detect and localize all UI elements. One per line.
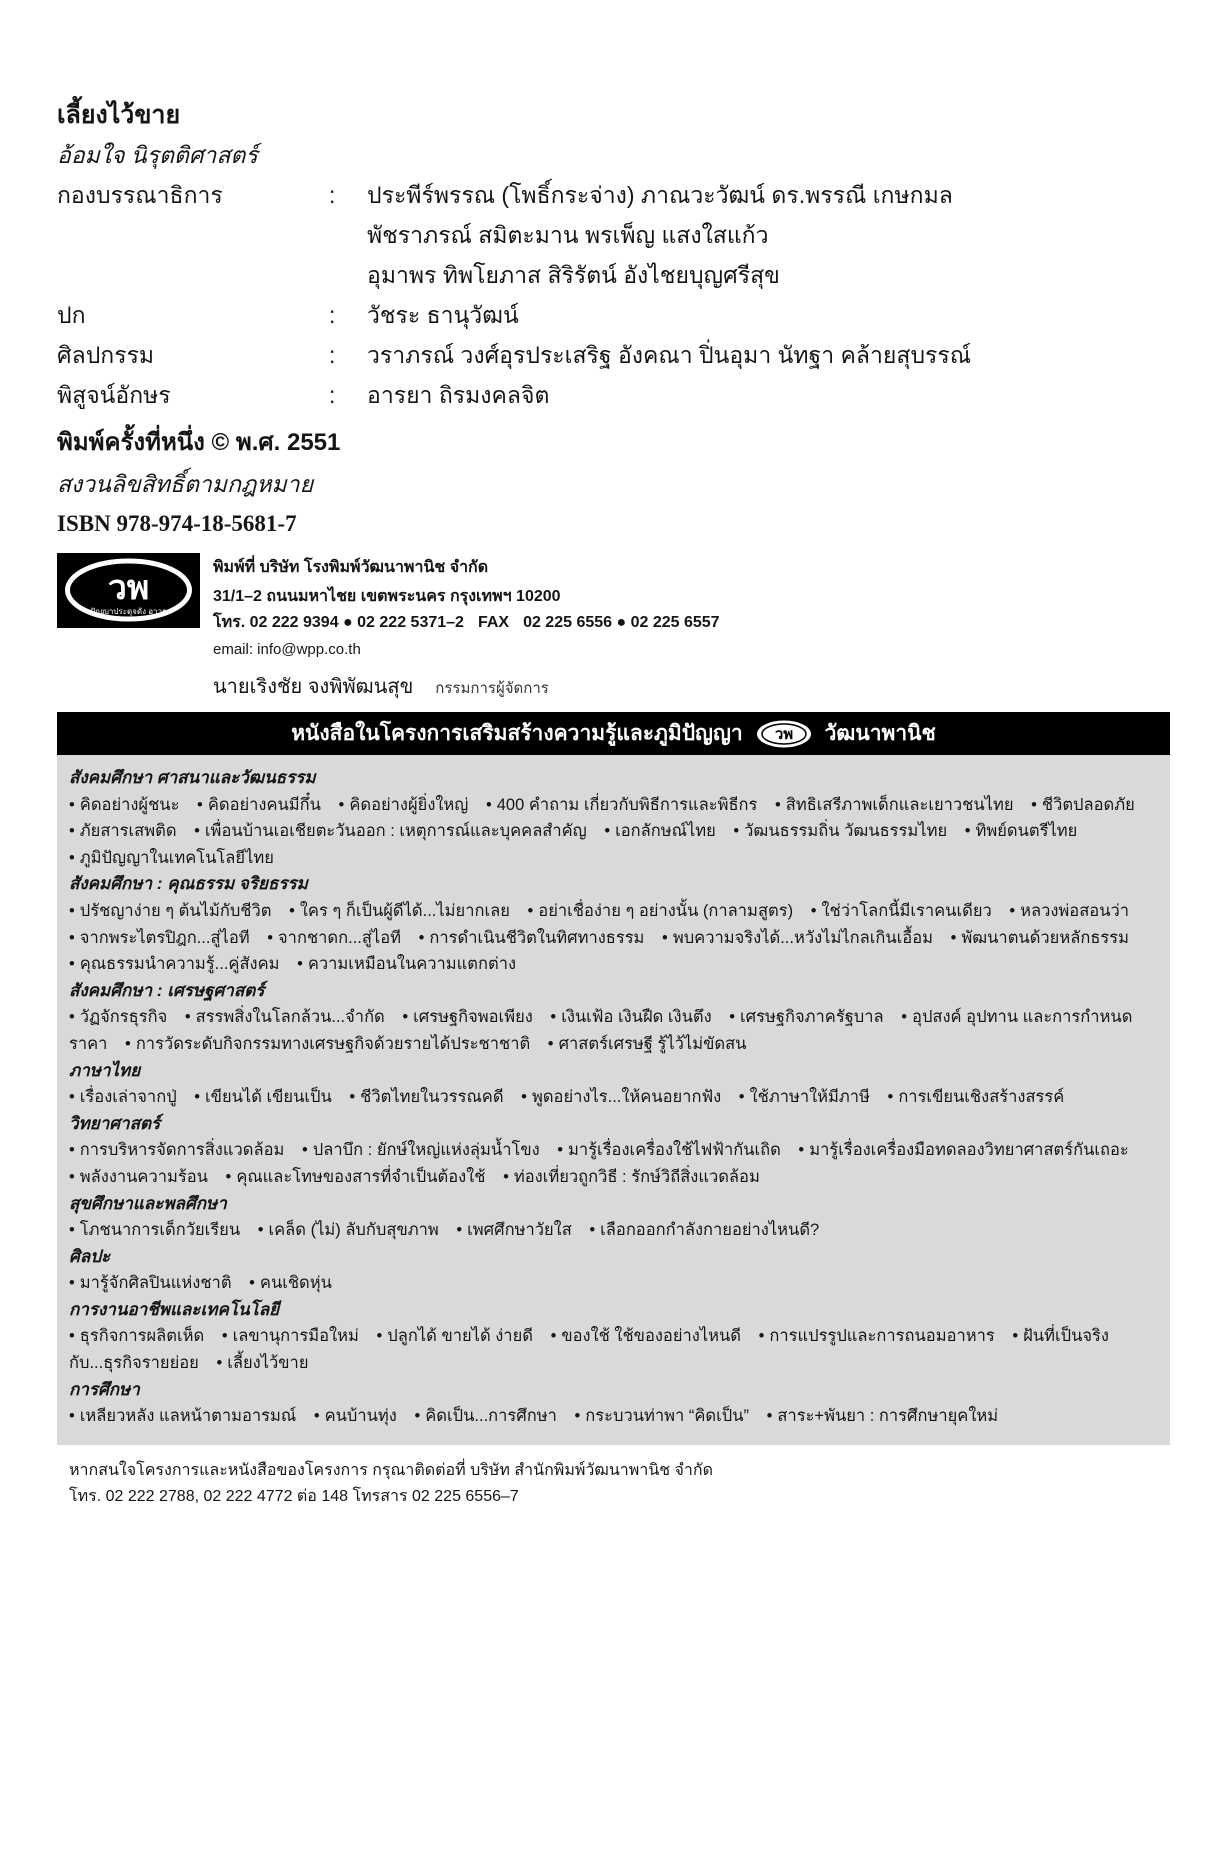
series-book-title: • กระบวนท่าพา “คิดเป็น”: [574, 1407, 749, 1425]
category-heading: การศึกษา: [69, 1379, 140, 1399]
category-items: [69, 1217, 1158, 1244]
series-book-title: • พลังงานความร้อน: [69, 1168, 208, 1186]
series-book-title: • ใช้ภาษาให้มีภาษี: [739, 1088, 870, 1106]
series-book-title: • วัฏจักรธุรกิจ: [69, 1008, 167, 1026]
series-book-title: • เรื่องเล่าจากปู่: [69, 1088, 177, 1106]
printer-contact: [213, 611, 720, 635]
series-book-title: • เศรษฐกิจภาครัฐบาล: [729, 1008, 883, 1026]
series-book-title: • มารู้เรื่องเครื่องใช้ไฟฟ้ากันเถิด: [557, 1141, 781, 1159]
category-items: [69, 1004, 1158, 1057]
logo-motto: ปัญญาประดุจดัง อาวุธ: [90, 607, 167, 616]
credit-names: ประพีร์พรรณ (โพธิ์กระจ่าง) ภาณวะวัฒน์ ดร.พรรณี เกษกมล: [367, 182, 953, 208]
series-list: [57, 755, 1170, 1445]
category-heading: สังคมศึกษา : เศรษฐศาสตร์: [69, 980, 265, 1000]
series-book-title: • คนเชิดหุ่น: [249, 1274, 332, 1292]
series-book-title: • วัฒนธรรมถิ่น วัฒนธรรมไทย: [733, 822, 947, 840]
series-book-title: • เขียนได้ เขียนเป็น: [194, 1088, 332, 1106]
category-items: [69, 1323, 1158, 1376]
category-items: [69, 792, 1158, 872]
series-book-title: • ท่องเที่ยวถูกวิธี : รักษ์วิถีสิ่งแวดล้อม: [503, 1168, 760, 1186]
credit-role: ปก: [57, 302, 86, 328]
category-heading: สังคมศึกษา ศาสนาและวัฒนธรรม: [69, 768, 316, 787]
series-book-title: • 400 คำถาม เกี่ยวกับพิธีการและพิธีกร: [486, 796, 757, 814]
credit-separator: :: [329, 342, 336, 368]
series-book-title: • การบริหารจัดการสิ่งแวดล้อม: [69, 1141, 284, 1159]
series-book-title: • ปลาบึก : ยักษ์ใหญ่แห่งลุ่มน้ำโขง: [302, 1141, 540, 1159]
series-book-title: • โภชนาการเด็กวัยเรียน: [69, 1221, 240, 1239]
book-title: เลี้ยงไว้ขาย: [57, 101, 181, 129]
series-book-title: • คิดอย่างผู้ชนะ: [69, 796, 179, 814]
series-book-title: • ใคร ๆ ก็เป็นผู้ดีได้...ไม่ยากเลย: [289, 902, 510, 920]
credit-separator: :: [329, 182, 336, 208]
series-book-title: • ทิพย์ดนตรีไทย: [965, 822, 1078, 840]
series-book-title: • สาระ+พันยา : การศึกษายุคใหม่: [767, 1407, 999, 1425]
printer-logo: [57, 553, 200, 628]
series-book-title: • คุณและโทษของสารที่จำเป็นต้องใช้: [226, 1168, 486, 1186]
category-items: [69, 1137, 1158, 1190]
series-book-title: • เอกลักษณ์ไทย: [604, 822, 715, 840]
series-book-title: • เลขานุการมือใหม่: [222, 1327, 359, 1345]
series-book-title: • เหลียวหลัง แลหน้าตามอารมณ์: [69, 1407, 296, 1425]
series-book-title: • เศรษฐกิจพอเพียง: [402, 1008, 532, 1026]
logo-letters: วพ: [107, 569, 150, 607]
series-book-title: • การวัดระดับกิจกรรมทางเศรษฐกิจด้วยรายได้ประชาชาติ: [125, 1035, 530, 1053]
category-items: [69, 1270, 1158, 1297]
credit-names: วัชระ ธานุวัฒน์: [367, 302, 519, 328]
footer-line: โทร. 02 222 2788, 02 222 4772 ต่อ 148 โทรสาร 02 225 6556–7: [69, 1488, 519, 1505]
series-book-title: • ภูมิปัญญาในเทคโนโลยีไทย: [69, 849, 274, 867]
series-book-title: • ใช่ว่าโลกนี้มีเราคนเดียว: [811, 902, 992, 920]
credit-names: พัชราภรณ์ สมิตะมาน พรเพ็ญ แสงใสแก้ว: [367, 222, 769, 248]
manager-title: กรรมการผู้จัดการ: [435, 680, 549, 697]
printer-email: email: info@wpp.co.th: [213, 641, 361, 658]
series-book-title: • หลวงพ่อสอนว่า: [1009, 902, 1129, 920]
manager-name: นายเริงชัย จงพิพัฒนสุข: [213, 676, 414, 698]
series-book-title: • ความเหมือนในความแตกต่าง: [297, 955, 516, 973]
credit-row: [57, 255, 1170, 295]
credit-role: พิสูจน์อักษร: [57, 382, 171, 408]
series-book-title: • คิดอย่างคนมีกึ๋น: [197, 796, 321, 814]
series-book-title: • อุปสงค์ อุปทาน และการกำหนดราคา: [69, 1008, 1132, 1053]
credit-names: อารยา ถิรมงคลจิต: [367, 382, 550, 408]
series-publisher: วัฒนาพานิช: [824, 722, 936, 745]
series-book-title: • ธุรกิจการผลิตเห็ด: [69, 1327, 204, 1345]
series-book-title: • สรรพสิ่งในโลกล้วน...จำกัด: [185, 1008, 385, 1026]
series-book-title: • การเขียนเชิงสร้างสรรค์: [888, 1088, 1065, 1106]
credit-role: ศิลปกรรม: [57, 342, 155, 368]
series-heading-text: หนังสือในโครงการเสริมสร้างความรู้และภูมิปัญญา: [291, 722, 743, 745]
series-book-title: • จากพระไตรปิฎก...สู่ไอที: [69, 929, 250, 947]
credit-row: [57, 175, 1170, 215]
series-book-title: • มารู้จักศิลปินแห่งชาติ: [69, 1274, 232, 1292]
series-book-title: • จากชาดก...สู่ไอที: [267, 929, 401, 947]
isbn: ISBN 978-974-18-5681-7: [57, 511, 297, 536]
credit-names: วราภรณ์ วงศ์อุรประเสริฐ อังคณา ปิ่นอุมา นัทฐา คล้ายสุบรรณ์: [367, 342, 972, 368]
fax-label: FAX: [477, 614, 510, 631]
series-book-title: • อย่าเชื่อง่าย ๆ อย่างนั้น (กาลามสูตร): [528, 902, 794, 920]
author-name: อ้อมใจ นิรุตติศาสตร์: [57, 142, 258, 168]
credit-role: กองบรรณาธิการ: [57, 182, 223, 208]
manager-line: [213, 673, 549, 703]
credit-separator: :: [329, 302, 336, 328]
credit-names: อุมาพร ทิพโยภาส สิริรัตน์ อังไชยบุญศรีสุข: [367, 262, 780, 288]
contact-footer: [57, 1458, 1170, 1510]
series-logo: [755, 719, 813, 749]
series-book-title: • ชีวิตปลอดภัย: [1031, 796, 1135, 814]
category-heading: การงานอาชีพและเทคโนโลยี: [69, 1299, 280, 1319]
series-book-title: • เงินเฟ้อ เงินฝืด เงินตึง: [550, 1008, 711, 1026]
category-items: [69, 898, 1158, 978]
series-book-title: • เลือกออกกำลังกายอย่างไหนดี?: [589, 1221, 819, 1239]
series-book-title: • การดำเนินชีวิตในทิศทางธรรม: [419, 929, 645, 947]
series-book-title: • คิดอย่างผู้ยิ่งใหญ่: [339, 796, 469, 814]
series-heading: [57, 712, 1170, 755]
series-book-title: • ชีวิตไทยในวรรณคดี: [349, 1088, 503, 1106]
footer-line: หากสนใจโครงการและหนังสือของโครงการ กรุณาติดต่อที่ บริษัท สำนักพิมพ์วัฒนาพานิช จำกัด: [69, 1462, 713, 1479]
series-book-title: • คุณธรรมนำความรู้...คู่สังคม: [69, 955, 279, 973]
series-book-title: • เพศศึกษาวัยใส: [456, 1221, 571, 1239]
book-series: [57, 712, 1170, 1510]
printer-name: พิมพ์ที่ บริษัท โรงพิมพ์วัฒนาพานิช จำกัด: [213, 559, 489, 576]
series-book-title: • ภัยสารเสพติด: [69, 822, 177, 840]
series-book-title: • พบความจริงได้...หวังไม่ไกลเกินเอื้อม: [662, 929, 933, 947]
series-book-title: • เพื่อนบ้านเอเชียตะวันออก : เหตุการณ์และบุคคลสำคัญ: [194, 822, 587, 840]
series-logo-letters: วพ: [774, 725, 793, 743]
edition-line: พิมพ์ครั้งที่หนึ่ง © พ.ศ. 2551: [57, 429, 341, 456]
series-book-title: • ปรัชญาง่าย ๆ ต้นไม้กับชีวิต: [69, 902, 271, 920]
category-heading: ศิลปะ: [69, 1246, 111, 1266]
series-book-title: • คนบ้านทุ่ง: [314, 1407, 397, 1425]
category-items: [69, 1403, 1158, 1430]
credit-separator: :: [329, 382, 336, 408]
series-book-title: • ฝันที่เป็นจริงกับ...ธุรกิจรายย่อย: [69, 1327, 1109, 1372]
printer-address: 31/1–2 ถนนมหาไชย เขตพระนคร กรุงเทพฯ 10200: [213, 588, 561, 605]
series-book-title: • สิทธิเสรีภาพเด็กและเยาวชนไทย: [775, 796, 1014, 814]
series-book-title: • ศาสตร์เศรษฐี รู้ไว้ไม่ขัดสน: [548, 1035, 747, 1053]
category-heading: สังคมศึกษา : คุณธรรม จริยธรรม: [69, 874, 308, 894]
printer-info: [57, 553, 1170, 703]
series-book-title: • การแปรรูปและการถนอมอาหาร: [759, 1327, 995, 1345]
printer-fax: 02 225 6556 ● 02 225 6557: [523, 614, 720, 631]
credit-row: [57, 215, 1170, 255]
series-book-title: • เคล็ด (ไม่) ลับกับสุขภาพ: [258, 1221, 439, 1239]
series-book-title: • พัฒนาตนด้วยหลักธรรม: [951, 929, 1129, 947]
category-items: [69, 1084, 1158, 1111]
series-book-title: • คิดเป็น...การศึกษา: [414, 1407, 556, 1425]
category-heading: ภาษาไทย: [69, 1060, 141, 1080]
series-book-title: • ปลูกได้ ขายได้ ง่ายดี: [376, 1327, 532, 1345]
credit-row: [57, 375, 1170, 415]
series-book-title: • ของใช้ ใช้ของอย่างไหนดี: [551, 1327, 741, 1345]
category-heading: วิทยาศาสตร์: [69, 1113, 161, 1133]
colophon: [57, 95, 1170, 542]
series-book-title: • มารู้เรื่องเครื่องมือทดลองวิทยาศาสตร์กันเถอะ: [798, 1141, 1128, 1159]
credit-row: [57, 335, 1170, 375]
category-heading: สุขศึกษาและพลศึกษา: [69, 1193, 227, 1213]
series-book-title: • พูดอย่างไร...ให้คนอยากฟัง: [521, 1088, 721, 1106]
series-book-title: • เลี้ยงไว้ขาย: [216, 1354, 308, 1372]
copyright-notice: สงวนลิขสิทธิ์ตามกฎหมาย: [57, 471, 314, 497]
printer-phone: โทร. 02 222 9394 ● 02 222 5371–2: [213, 614, 464, 631]
credit-row: [57, 295, 1170, 335]
